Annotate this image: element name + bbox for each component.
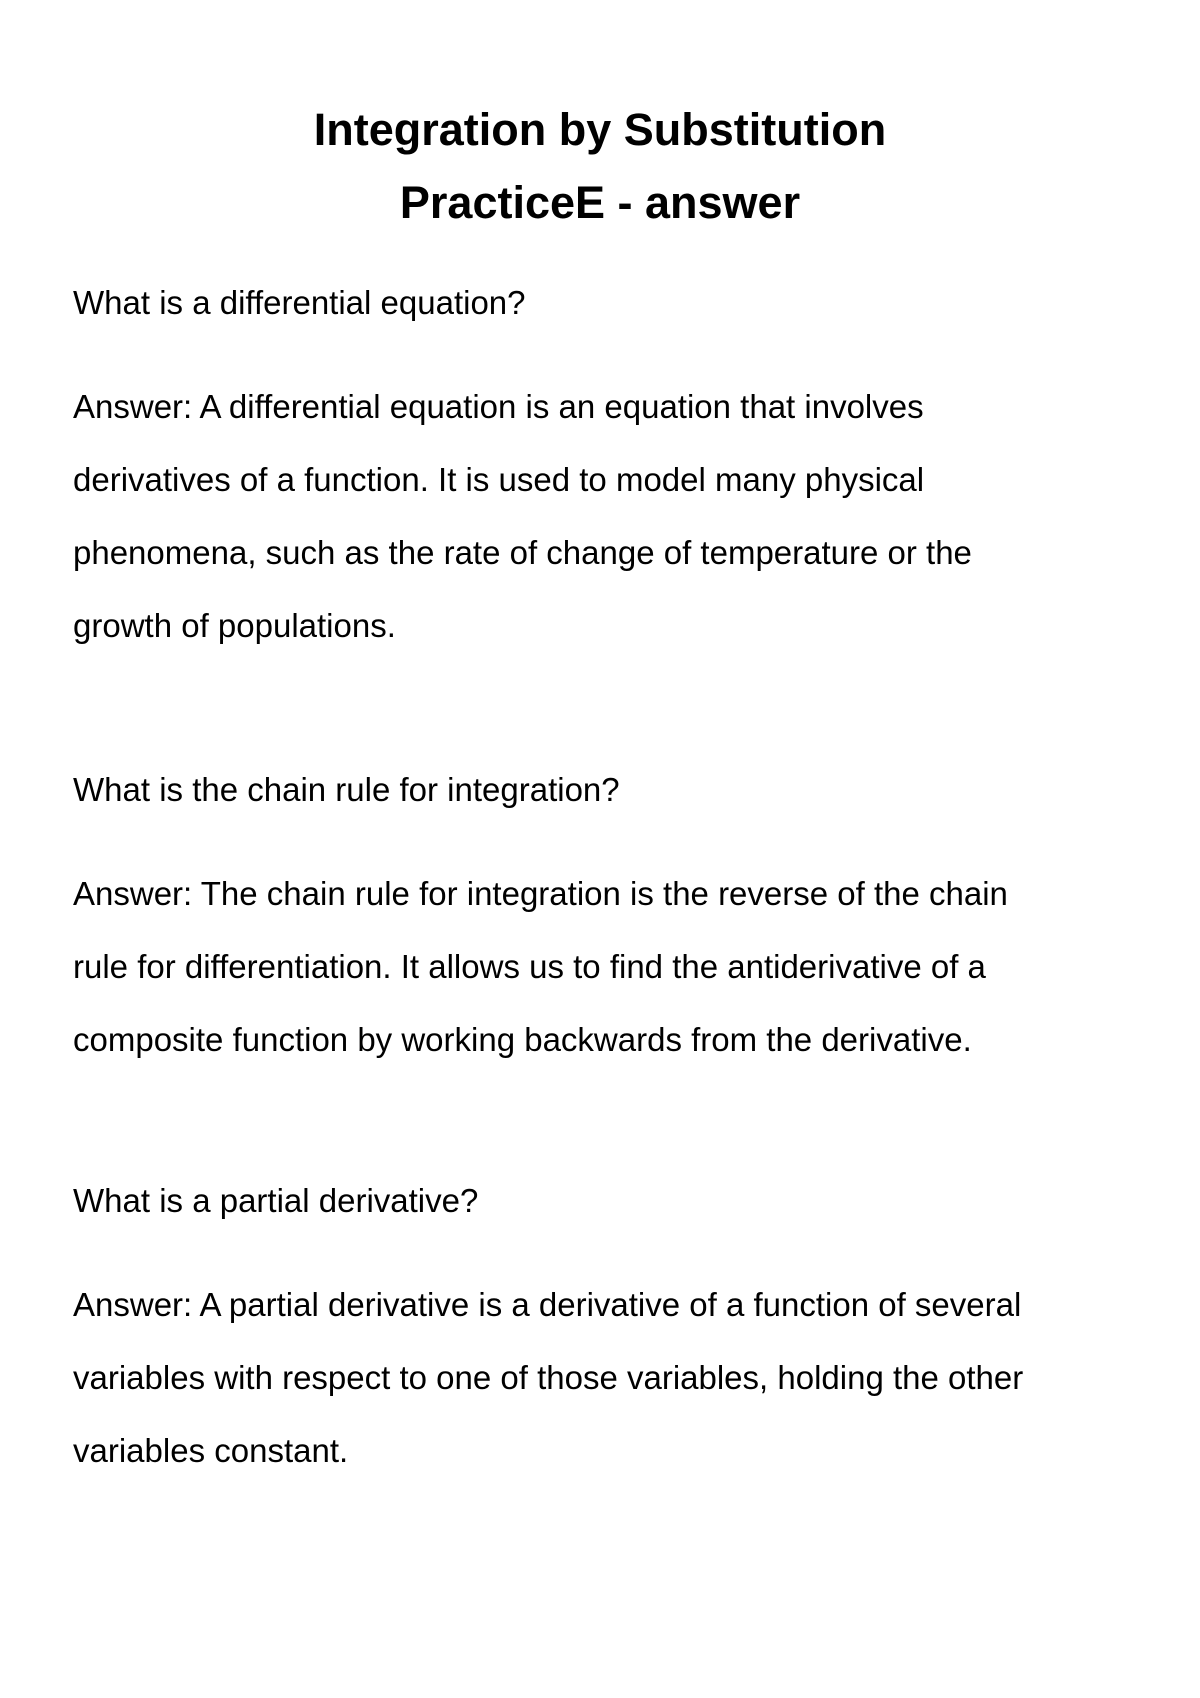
answer-2-line: rule for differentiation. It allows us to find the antiderivative of a xyxy=(73,948,986,985)
question-3: What is a partial derivative? xyxy=(73,1182,479,1219)
answer-2 xyxy=(73,857,1133,1076)
answer-1-line: Answer: A differential equation is an equation that involves xyxy=(73,388,924,425)
answer-3-line: variables constant. xyxy=(73,1432,349,1469)
answer-1 xyxy=(73,370,1133,662)
document-subtitle: PracticeE - answer xyxy=(399,177,801,228)
answer-1-line: growth of populations. xyxy=(73,607,396,644)
question-2: What is the chain rule for integration? xyxy=(73,771,620,808)
answer-1-line: derivatives of a function. It is used to model many physical xyxy=(73,461,925,498)
document-title: Integration by Substitution xyxy=(313,104,887,155)
answer-3-line: variables with respect to one of those variables, holding the other xyxy=(73,1359,1024,1396)
answer-2-line: Answer: The chain rule for integration is the reverse of the chain xyxy=(73,875,1008,912)
answer-2-line: composite function by working backwards from the derivative. xyxy=(73,1021,972,1058)
answer-1-line: phenomena, such as the rate of change of temperature or the xyxy=(73,534,972,571)
question-1: What is a differential equation? xyxy=(73,284,526,321)
answer-3 xyxy=(73,1268,1133,1487)
answer-3-line: Answer: A partial derivative is a derivative of a function of several xyxy=(73,1286,1022,1323)
